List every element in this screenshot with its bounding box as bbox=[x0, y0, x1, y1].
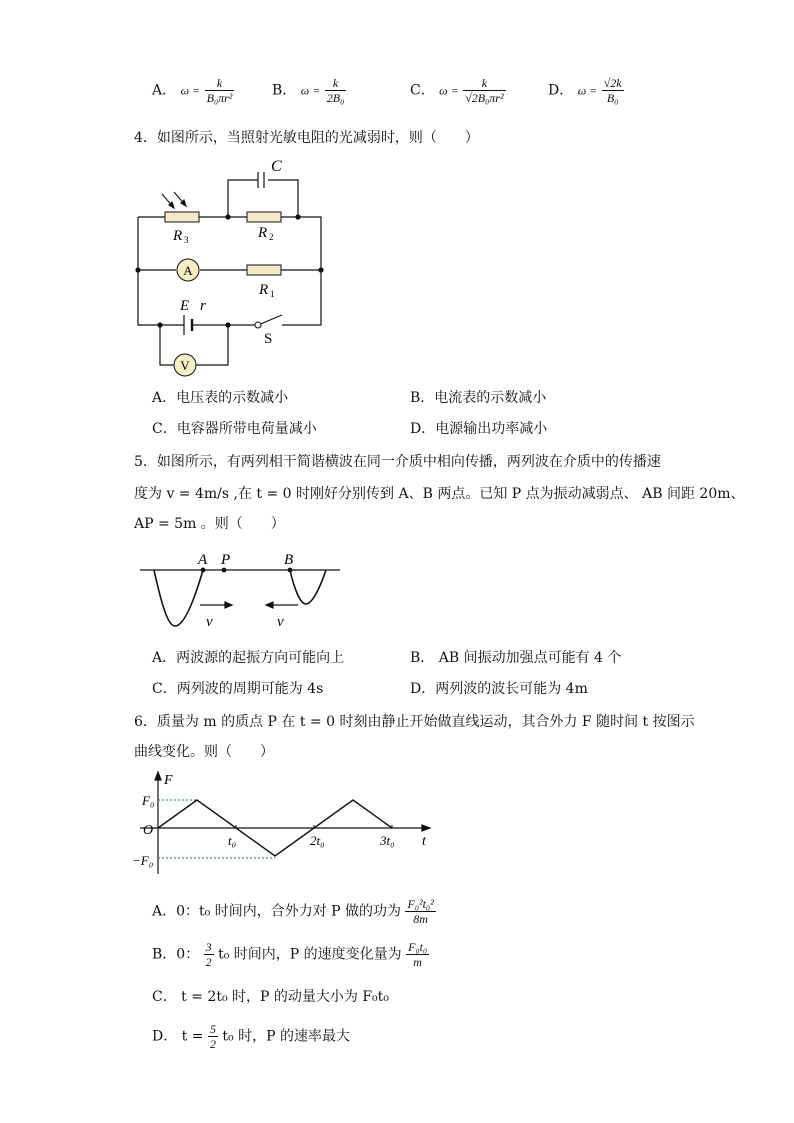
x-tick-2t0: 2t₀ bbox=[310, 833, 325, 848]
point-b bbox=[288, 568, 293, 573]
q5-wave-diagram bbox=[140, 546, 345, 631]
q6-stem-line1: 6．质量为 m 的质点 P 在 t = 0 时刻由静止开始做直线运动，其合外力 F 随时间 t 按图示 bbox=[134, 714, 695, 730]
q6-force-time-chart bbox=[130, 770, 440, 880]
option-d-post: t₀ 时，P 的速率最大 bbox=[222, 1028, 350, 1045]
junction-dots bbox=[135, 214, 323, 327]
formula-lhs: ω = bbox=[577, 83, 598, 98]
r3-resistor bbox=[165, 212, 199, 222]
origin-label: O bbox=[143, 823, 154, 838]
label-a: A bbox=[198, 552, 208, 568]
fraction-numerator: k bbox=[205, 76, 235, 91]
y-axis-label: F bbox=[164, 773, 173, 788]
y-tick-f0: F₀ bbox=[142, 793, 155, 808]
q3-option-d[interactable] bbox=[548, 76, 624, 105]
x-axis-label: t bbox=[422, 834, 426, 849]
fraction-denominator: m bbox=[413, 955, 422, 969]
formula-fraction bbox=[602, 76, 624, 105]
q6-option-a[interactable] bbox=[152, 897, 436, 926]
formula-fraction bbox=[325, 76, 347, 105]
option-label: A． bbox=[152, 82, 177, 99]
q3-option-c[interactable] bbox=[410, 76, 506, 105]
x-tick-3t0: 3t₀ bbox=[380, 833, 395, 848]
light-arrows-icon bbox=[162, 192, 186, 208]
option-b-middle: t₀ 时间内，P 的速度变化量为 bbox=[218, 946, 402, 963]
q4-option-c[interactable]: C．电容器所带电荷量减小 bbox=[152, 421, 317, 437]
wire bbox=[268, 180, 298, 217]
point-a bbox=[201, 568, 206, 573]
x-tick-t0: t₀ bbox=[228, 833, 237, 848]
q5-stem-line2: 度为 v = 4m/s ,在 t = 0 时刚好分别传到 A、B 两点。已知 P 点为振动减弱点、 AB 间距 20m、 bbox=[134, 486, 745, 502]
q6-stem-line2: 曲线变化。则（ ） bbox=[134, 744, 274, 760]
formula-fraction bbox=[205, 76, 235, 105]
fraction-denominator: √2B₀πr² bbox=[465, 91, 504, 105]
r2-subscript: 2 bbox=[269, 232, 274, 242]
internal-resistance-label: r bbox=[200, 298, 206, 314]
q4-option-b[interactable]: B．电流表的示数减小 bbox=[410, 390, 547, 406]
r3-label: R bbox=[173, 228, 183, 244]
q5-option-d[interactable]: D．两列波的波长可能为 4m bbox=[410, 681, 588, 697]
switch-contact bbox=[255, 322, 261, 328]
fraction-denominator: B₀ bbox=[606, 91, 619, 105]
fraction-denominator: 2 bbox=[209, 1037, 216, 1051]
point-p bbox=[222, 568, 227, 573]
r1-label: R bbox=[259, 282, 269, 298]
formula-lhs: ω = bbox=[439, 83, 459, 98]
switch-label: S bbox=[264, 331, 273, 347]
fraction-denominator: 2 bbox=[205, 955, 212, 969]
fraction-denominator: 8m bbox=[413, 912, 428, 926]
fraction-denominator: B₀πr² bbox=[206, 91, 233, 105]
q3-option-b[interactable] bbox=[272, 76, 346, 105]
voltmeter-label: V bbox=[180, 358, 190, 373]
q3-option-a[interactable] bbox=[152, 76, 234, 105]
label-p: P bbox=[221, 552, 231, 568]
r3-subscript: 3 bbox=[184, 235, 189, 245]
fraction-numerator: k bbox=[325, 76, 347, 91]
option-label: C． bbox=[410, 82, 435, 99]
option-d-text: D． t = bbox=[152, 1028, 204, 1045]
ammeter-label: A bbox=[183, 263, 193, 278]
q5-stem-line3: AP = 5m 。则（ ） bbox=[134, 516, 285, 532]
switch-blade bbox=[258, 315, 282, 325]
fraction-numerator: 5 bbox=[209, 1022, 216, 1036]
fraction-numerator: k bbox=[463, 76, 505, 91]
q5-option-b[interactable]: B． AB 间振动加强点可能有 4 个 bbox=[410, 650, 622, 666]
q5-stem-line1: 5．如图所示，有两列相干简谐横波在同一介质中相向传播，两列波在介质中的传播速 bbox=[134, 454, 661, 470]
capacitor-label: C bbox=[271, 158, 282, 175]
coefficient-fraction bbox=[204, 940, 214, 969]
formula-fraction bbox=[405, 897, 435, 926]
q4-option-a[interactable]: A．电压表的示数减小 bbox=[152, 390, 289, 406]
q6-option-d[interactable] bbox=[152, 1022, 350, 1051]
fraction-numerator: F₀²t₀² bbox=[407, 897, 434, 911]
formula-lhs: ω = bbox=[300, 83, 321, 98]
q6-option-b[interactable] bbox=[152, 940, 429, 969]
option-a-text: A．0：t₀ 时间内，合外力对 P 做的功为 bbox=[152, 903, 402, 920]
coefficient-fraction bbox=[208, 1022, 218, 1051]
right-wave-trough bbox=[290, 570, 326, 604]
option-label: D． bbox=[548, 82, 574, 99]
x-axis-arrow-icon bbox=[422, 825, 430, 831]
velocity-label-right: v bbox=[277, 614, 284, 630]
option-label: B． bbox=[272, 82, 297, 99]
formula-lhs: ω = bbox=[180, 83, 201, 98]
fraction-numerator: 3 bbox=[205, 940, 212, 954]
y-axis-arrow-icon bbox=[155, 772, 161, 780]
y-tick-neg-f0: −F₀ bbox=[132, 853, 154, 868]
velocity-label-left: v bbox=[206, 614, 213, 630]
q4-circuit-diagram bbox=[130, 150, 340, 380]
fraction-denominator: 2B₀ bbox=[326, 91, 345, 105]
r2-resistor bbox=[247, 212, 281, 222]
r2-label: R bbox=[258, 225, 268, 241]
q4-stem: 4．如图所示，当照射光敏电阻的光减弱时，则（ ） bbox=[134, 130, 479, 146]
formula-fraction bbox=[463, 76, 505, 105]
formula-fraction bbox=[406, 940, 429, 969]
left-wave-trough bbox=[154, 570, 203, 626]
q5-option-c[interactable]: C．两列波的周期可能为 4s bbox=[152, 681, 324, 697]
r1-resistor bbox=[247, 265, 281, 275]
q6-option-c[interactable]: C． t = 2t₀ 时，P 的动量大小为 F₀t₀ bbox=[152, 989, 389, 1005]
emf-label: E bbox=[180, 298, 190, 314]
wire bbox=[228, 180, 258, 217]
q4-option-d[interactable]: D．电源输出功率减小 bbox=[410, 421, 548, 437]
option-b-text: B．0： bbox=[152, 946, 200, 963]
fraction-numerator: F₀t₀ bbox=[408, 940, 428, 954]
fraction-numerator: √2k bbox=[603, 76, 622, 90]
q5-option-a[interactable]: A．两波源的起振方向可能向上 bbox=[152, 650, 345, 666]
r1-subscript: 1 bbox=[270, 289, 275, 299]
label-b: B bbox=[284, 552, 294, 568]
